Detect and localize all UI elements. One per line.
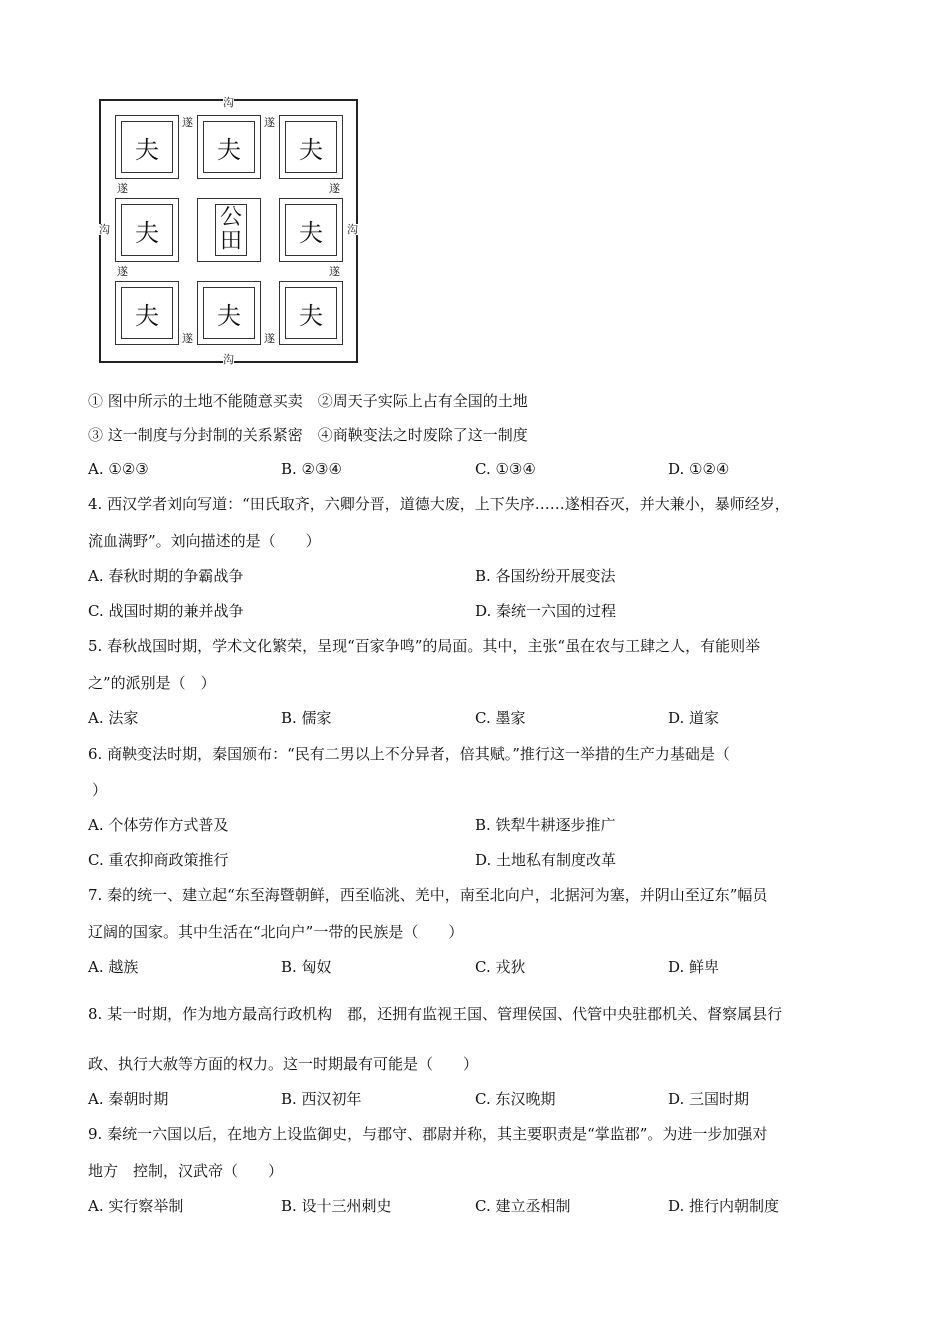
sui-label-2: 遂: [264, 116, 275, 129]
q8-option-b[interactable]: B. 西汉初年: [281, 1090, 362, 1108]
gou-label-left: 沟: [99, 223, 110, 236]
q6-option-a[interactable]: A. 个体劳作方式普及: [88, 816, 229, 834]
sui-label-1: 遂: [182, 116, 193, 129]
gou-label-bottom: 沟: [223, 353, 234, 366]
q4-text-line1: 4. 西汉学者刘向写道：“田氏取齐，六卿分晋，道德大废，上下失序……遂相吞灭，并大兼小，暴师经岁，: [88, 495, 790, 513]
sui-label-5: 遂: [117, 265, 128, 278]
field-cell-1: 夫: [115, 115, 179, 179]
field-cell-9: 夫: [279, 281, 343, 345]
sui-label-6: 遂: [329, 265, 340, 278]
q8-text-line2: 政、执行大赦等方面的权力。这一时期最有可能是（ ）: [88, 1055, 479, 1073]
q6-text-line2: ）: [92, 781, 108, 799]
q4-option-a[interactable]: A. 春秋时期的争霸战争: [88, 567, 244, 585]
q6-option-c[interactable]: C. 重农抑商政策推行: [88, 851, 229, 869]
q6-text-line1: 6. 商鞅变法时期，秦国颁布：“民有二男以上不分异者，倍其赋。”推行这一举措的生产力基础是（: [88, 745, 730, 763]
q9-option-b[interactable]: B. 设十三州刺史: [281, 1197, 392, 1215]
q5-option-b[interactable]: B. 儒家: [281, 709, 332, 727]
q5-option-d[interactable]: D. 道家: [668, 709, 720, 727]
q9-text-line1: 9. 秦统一六国以后，在地方上设监御史，与郡守、郡尉并称，其主要职责是“掌监郡”。为进一步加强对: [88, 1125, 768, 1143]
public-field-cell: 公田: [197, 198, 261, 262]
field-cell-7: 夫: [115, 281, 179, 345]
q3-statement-1: ① 图中所示的土地不能随意买卖 ②周天子实际上占有全国的土地: [88, 392, 528, 410]
sui-label-4: 遂: [329, 182, 340, 195]
q7-option-c[interactable]: C. 戎狄: [475, 958, 526, 976]
q7-option-b[interactable]: B. 匈奴: [281, 958, 332, 976]
field-cell-8: 夫: [197, 281, 261, 345]
q9-text-line2: 地方 控制，汉武帝（ ）: [88, 1162, 284, 1180]
q6-option-b[interactable]: B. 铁犁牛耕逐步推广: [475, 816, 616, 834]
q7-option-d[interactable]: D. 鲜卑: [668, 958, 720, 976]
q4-option-b[interactable]: B. 各国纷纷开展变法: [475, 567, 616, 585]
q3-option-b[interactable]: B. ②③④: [281, 460, 342, 478]
q9-option-a[interactable]: A. 实行察举制: [88, 1197, 184, 1215]
field-cell-6: 夫: [279, 198, 343, 262]
q5-option-a[interactable]: A. 法家: [88, 709, 139, 727]
q5-text-line1: 5. 春秋战国时期，学术文化繁荣，呈现“百家争鸣”的局面。其中，主张“虽在农与工肆之人，有能则举: [88, 637, 761, 655]
q3-option-a[interactable]: A. ①②③: [88, 460, 149, 478]
q4-option-c[interactable]: C. 战国时期的兼并战争: [88, 602, 244, 620]
gou-label-right: 沟: [347, 223, 358, 236]
q8-option-c[interactable]: C. 东汉晚期: [475, 1090, 556, 1108]
q5-option-c[interactable]: C. 墨家: [475, 709, 526, 727]
q7-text-line1: 7. 秦的统一、建立起“东至海暨朝鲜，西至临洮、羌中，南至北向户，北据河为塞，并阴山至辽东”幅员: [88, 886, 768, 904]
q8-text-line1: 8. 某一时期，作为地方最高行政机构 郡，还拥有监视王国、管理侯国、代管中央驻郡机关、督察属县行: [88, 1005, 783, 1023]
field-cell-4: 夫: [115, 198, 179, 262]
field-cell-2: 夫: [197, 115, 261, 179]
q5-text-line2: 之”的派别是（ ）: [88, 674, 216, 692]
q9-option-d[interactable]: D. 推行内朝制度: [668, 1197, 780, 1215]
well-field-diagram: [97, 97, 362, 366]
q3-option-d[interactable]: D. ①②④: [668, 460, 730, 478]
q9-option-c[interactable]: C. 建立丞相制: [475, 1197, 571, 1215]
field-cell-3: 夫: [279, 115, 343, 179]
q4-option-d[interactable]: D. 秦统一六国的过程: [475, 602, 617, 620]
q3-statement-2: ③ 这一制度与分封制的关系紧密 ④商鞅变法之时废除了这一制度: [88, 426, 528, 444]
q8-option-a[interactable]: A. 秦朝时期: [88, 1090, 169, 1108]
sui-label-8: 遂: [264, 332, 275, 345]
sui-label-3: 遂: [117, 182, 128, 195]
q3-option-c[interactable]: C. ①③④: [475, 460, 536, 478]
sui-label-7: 遂: [182, 332, 193, 345]
q8-option-d[interactable]: D. 三国时期: [668, 1090, 750, 1108]
q7-option-a[interactable]: A. 越族: [88, 958, 139, 976]
q7-text-line2: 辽阔的国家。其中生活在“北向户”一带的民族是（ ）: [88, 923, 464, 941]
q4-text-line2: 流血满野”。刘向描述的是（ ）: [88, 532, 321, 550]
gou-label-top: 沟: [223, 96, 234, 109]
q6-option-d[interactable]: D. 土地私有制度改革: [475, 851, 617, 869]
